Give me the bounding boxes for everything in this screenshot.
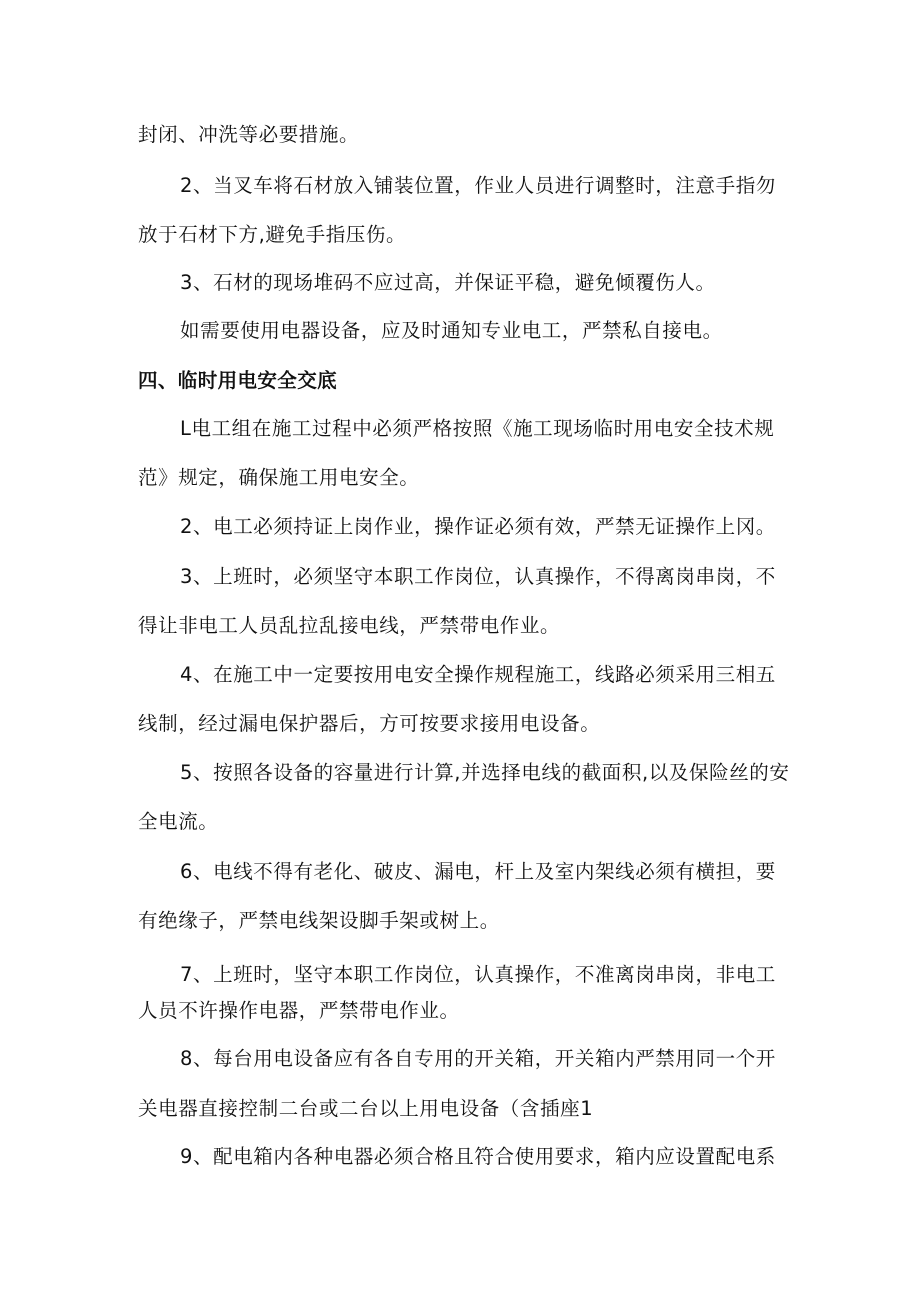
electrician-notice: 如需要使用电器设备，应及时通知专业电工，严禁私自接电。 [180, 319, 723, 342]
rule-8-line-2: 关电器直接控制二台或二台以上用电设备（含插座1 [138, 1097, 594, 1120]
rule-5-line-1: 5、按照各设备的容量进行计算,并选择电线的截面积,以及保险丝的安 [180, 761, 790, 784]
rule-7-line-2: 人员不许操作电器，严禁带电作业。 [138, 999, 460, 1022]
rule-3-line-1: 3、上班时，必须坚守本职工作岗位，认真操作，不得离岗串岗，不 [180, 565, 776, 588]
paragraph-continuation: 封闭、冲洗等必要措施。 [138, 123, 360, 146]
rule-5-line-2: 全电流。 [138, 810, 219, 833]
rule-4-line-1: 4、在施工中一定要按用电安全操作规程施工，线路必须采用三相五 [180, 663, 776, 686]
section-heading: 四、临时用电安全交底 [138, 369, 338, 392]
rule-9-line-1: 9、配电箱内各种电器必须合格且符合使用要求，箱内应设置配电系 [180, 1145, 776, 1168]
item-3: 3、石材的现场堆码不应过高，并保证平稳，避免倾覆伤人。 [180, 271, 716, 294]
rule-6-line-2: 有绝缘子，严禁电线架设脚手架或树上。 [138, 909, 500, 932]
rule-6-line-1: 6、电线不得有老化、破皮、漏电，杆上及室内架线必须有横担，要 [180, 860, 776, 883]
rule-1-line-1: L电工组在施工过程中必须严格按照《施工现场临时用电安全技术规 [180, 417, 775, 440]
rule-2: 2、电工必须持证上岗作业，操作证必须有效，严禁无证操作上冈。 [180, 515, 776, 538]
item-2-line-1: 2、当叉车将石材放入铺装位置，作业人员进行调整时，注意手指勿 [180, 174, 776, 197]
rule-1-line-2: 范》规定，确保施工用电安全。 [138, 466, 420, 489]
rule-8-line-1: 8、每台用电设备应有各自专用的开关箱，开关箱内严禁用同一个开 [180, 1047, 776, 1070]
item-2-line-2: 放于石材下方,避免手指压伤。 [138, 223, 407, 246]
rule-4-line-2: 线制，经过漏电保护器后，方可按要求接用电设备。 [138, 712, 601, 735]
rule-7-line-1: 7、上班时，坚守本职工作岗位，认真操作，不准离岗串岗，非电工 [180, 963, 776, 986]
rule-3-line-2: 得让非电工人员乱拉乱接电线，严禁带电作业。 [138, 614, 561, 637]
